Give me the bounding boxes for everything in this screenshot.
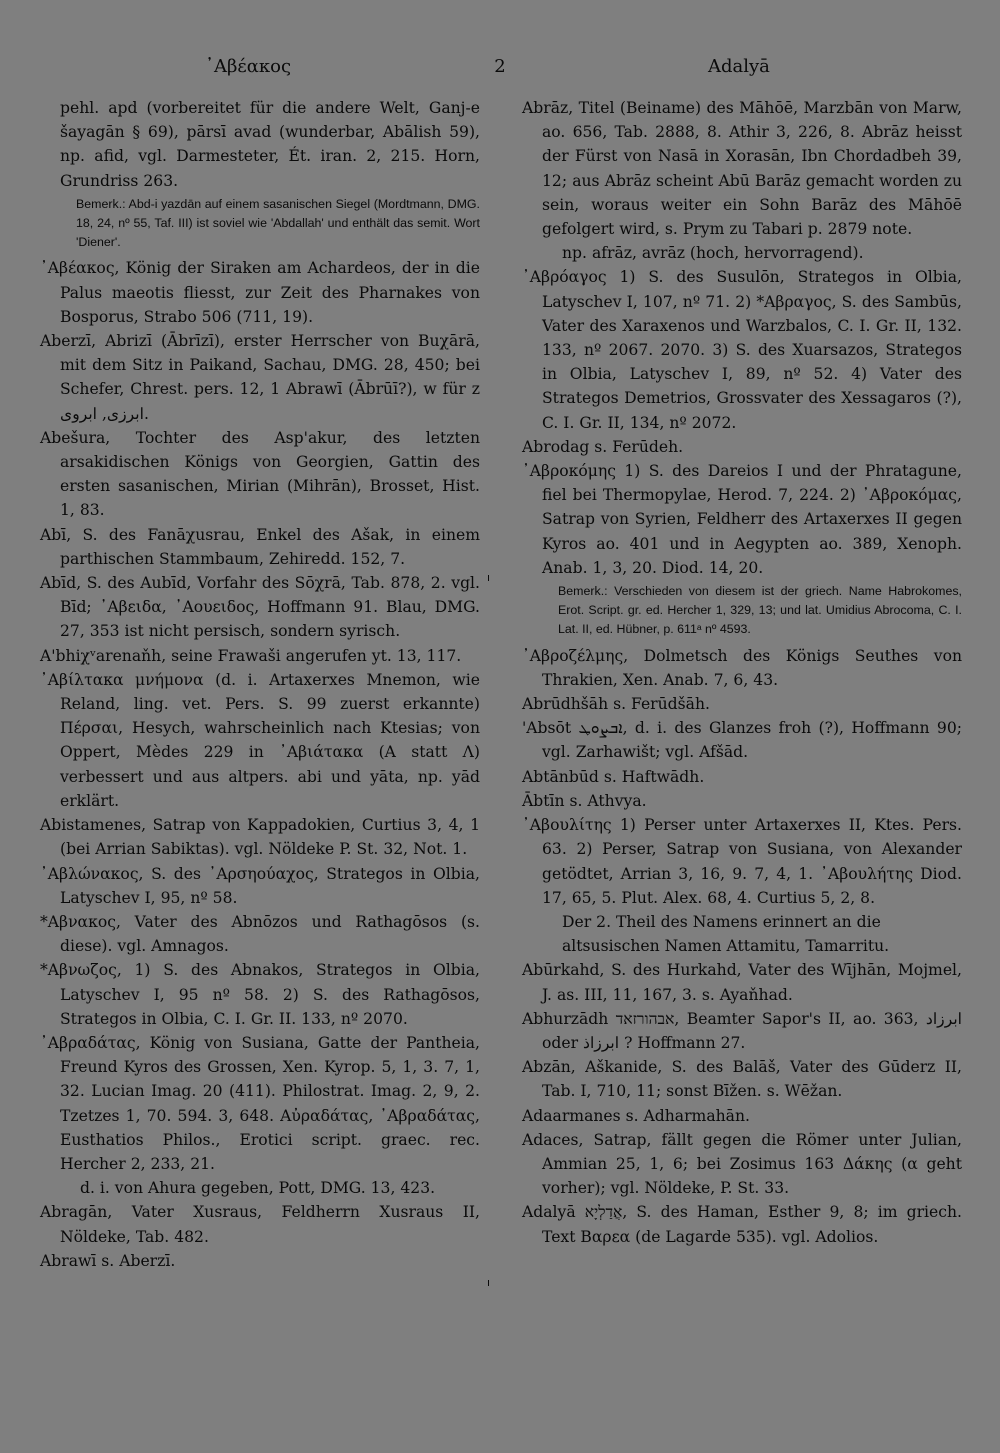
dictionary-entry: Abešura, Tochter des Asp'akur, des letzten arsakidischen Königs von Georgien, Gattin des ersten sasanischen, Mirian (Mihrān), Brosset, Hist. 1, 83. (40, 428, 480, 520)
dictionary-entry: np. afrāz, avrāz (hoch, hervorragend). (562, 244, 864, 263)
dictionary-entry: ᾿Αβέακος, König der Siraken am Achardeos, der in die Palus maeotis fliesst, zur Zeit des Pharnakes von Bosporus, Strabo 506 (711, 19). (40, 259, 480, 326)
running-head-left: ᾿Αβέακος (205, 56, 292, 77)
dictionary-entry: ᾿Αβουλίτης 1) Perser unter Artaxerxes II, Ktes. Pers. 63. 2) Perser, Satrap von Susiana, von Alexander getödtet, Arrian 3, 16, 9. 7, 4, 1. ᾿Αβουλήτης Diod. 17, 65, 5. Plut. Alex. 68, 4. Curtius 5, 2, 8. (522, 816, 962, 907)
dictionary-entry: pehl. apd (vorbereitet für die andere Welt, Ganj-e šayagān § 69), pārsī avad (wunderbar, Abālish 59), np. afid, vgl. Darmesteter, Ét. iran. 2, 215. Horn, Grundriss 263. (60, 99, 480, 190)
running-head-right: Adalyā (708, 56, 770, 77)
remark-note: Bemerk.: Abd-i yazdān auf einem sasanischen Siegel (Mordtmann, DMG. 18, 24, nº 55, Taf. III) ist soviel wie 'Abdallah' und enthält das semit. Wort 'Diener'. (76, 196, 480, 250)
dictionary-entry: Der 2. Theil des Namens erinnert an die altsusischen Namen Attamitu, Tamarritu. (562, 912, 890, 956)
dictionary-entry: ᾿Αβροκόμης 1) S. des Dareios I und der Phratagune, fiel bei Thermopylae, Herod. 7, 224. 2) ᾿Αβροκόμας, Satrap von Syrien, Feldherr des Artaxerxes II gegen Kyros ao. 401 und in Aegypten ao. 389, Xenoph. Anab. 1, 3, 20. Diod. 14, 20. (522, 462, 962, 577)
dictionary-entry: Abūrkahd, S. des Hurkahd, Vater des Wījhān, Mojmel, J. as. III, 11, 167, 3. s. Ayaňhad. (522, 961, 962, 1004)
column-divider-mark (488, 1280, 489, 1286)
right-column (522, 96, 962, 1249)
dictionary-entry: Adaces, Satrap, fällt gegen die Römer unter Julian, Ammian 25, 1, 6; bei Zosimus 163 Δάκης (α geht vorher); vgl. Nöldeke, P. St. 33. (522, 1130, 962, 1198)
dictionary-entry: Adaarmanes s. Adharmahān. (522, 1106, 750, 1125)
dictionary-entry: Abragān, Vater Xusraus, Feldherrn Xusraus II, Nöldeke, Tab. 482. (40, 1203, 480, 1246)
dictionary-entry: ᾿Αβλώνακος, S. des ᾿Αρσηούαχος, Strategos in Olbia, Latyschev I, 95, nº 58. (40, 864, 480, 907)
dictionary-entry: Abrūdhšāh s. Ferūdšāh. (522, 695, 710, 714)
dictionary-entry: ᾿Αβρόαγος 1) S. des Susulōn, Strategos in Olbia, Latyschev I, 107, nº 71. 2) *Αβραγος, S. des Sambūs, Vater des Xaraxenos und Warzbalos, C. I. Gr. II, 132. 133, nº 2067. 2070. 3) S. des Xuarsazos, Strategos in Olbia, Latyschev I, 89, nº 52. 4) Vater des Strategos Demetrios, Grossvater des Xessagaros (?), C. I. Gr. II, 134, nº 2072. (522, 268, 962, 432)
dictionary-entry: Abhurzādh אבהורזאד, Beamter Sapor's II, ao. 363, ابرزاد oder ابرزاذ ? Hoffmann 27. (522, 1009, 962, 1052)
dictionary-entry: Abrāz, Titel (Beiname) des Māhōē, Marzbān von Marw, ao. 656, Tab. 2888, 8. Athir 3, 226, 8. Abrāz heisst der Fürst von Nasā in Xorasān, Ibn Chordadbeh 39, 12; aus Abrāz scheint Abū Barāz gemacht worden zu sein, woraus weiter ein Sohn Barāz des Māhōē gefolgert wird, s. Prym zu Tabari p. 2879 note. (522, 99, 962, 239)
dictionary-entry: Abistamenes, Satrap von Kappadokien, Curtius 3, 4, 1 (bei Arrian Sabiktas). vgl. Nöldeke P. St. 32, Not. 1. (40, 816, 480, 859)
dictionary-entry: ᾿Αβραδάτας, König von Susiana, Gatte der Pantheia, Freund Kyros des Grossen, Xen. Kyrop. 5, 1, 3. 7, 1, 32. Lucian Imag. 20 (411). Philostrat. Imag. 2, 9, 2. Tzetzes 1, 70. 594. 3, 648. Αὐραδάτας, ᾿Αβραδάτας, Eusthatios Philos., Erotici script. graec. rec. Hercher 2, 233, 21. (40, 1033, 480, 1173)
dictionary-entry: Abrodag s. Ferūdeh. (522, 437, 684, 456)
left-column (40, 96, 480, 1273)
remark-note: Bemerk.: Verschieden von diesem ist der griech. Name Habrokomes, Erot. Script. gr. ed. Hercher 1, 329, 13; und lat. Umidius Abrocoma, C. I. Lat. II, ed. Hübner, p. 611ᵃ nº 4593. (558, 584, 962, 637)
running-head (40, 56, 960, 86)
dictionary-entry: Abtānbūd s. Haftwādh. (522, 767, 705, 786)
dictionary-entry: Ābtīn s. Athvya. (522, 791, 647, 810)
dictionary-entry: Aberzī, Abrizī (Ābrīzī), erster Herrscher von Buχārā, mit dem Sitz in Paikand, Sachau, DMG. 28, 450; bei Schefer, Chrest. pers. 12, 1 Abrawī (Ābrūī?), w für z ابرزى, ابروى. (40, 332, 480, 423)
column-divider-mark (488, 575, 489, 581)
dictionary-entry: d. i. von Ahura gegeben, Pott, DMG. 13, 423. (80, 1179, 436, 1198)
dictionary-entry: 'Absōt ܐܒܨܘܛ, d. i. des Glanzes froh (?), Hoffmann 90; vgl. Zarhawišt; vgl. Afšād. (522, 719, 962, 762)
dictionary-entry: Abzān, Aškanide, S. des Balāš, Vater des Gūderz II, Tab. I, 710, 11; sonst Bīžen. s. Wēžan. (522, 1058, 962, 1101)
dictionary-entry: *Αβνωζος, 1) S. des Abnakos, Strategos in Olbia, Latyschev I, 95 nº 58. 2) S. des Rathagōsos, Strategos in Olbia, C. I. Gr. II. 133, nº 2070. (40, 961, 480, 1028)
dictionary-entry: ᾿Αβροζέλμης, Dolmetsch des Königs Seuthes von Thrakien, Xen. Anab. 7, 6, 43. (522, 646, 962, 689)
page-number: 2 (494, 56, 506, 77)
dictionary-entry: *Αβνακος, Vater des Abnōzos und Rathagōsos (s. diese). vgl. Amnagos. (40, 912, 480, 956)
dictionary-entry: ᾿Αβίλτακα μνήμονα (d. i. Artaxerxes Mnemon, wie Reland, ling. vet. Pers. S. 99 zuerst erkannte) Πέρσαι, Hesych, wahrscheinlich nach Ktesias; von Oppert, Mèdes 229 in ᾿Αβιάτακα (Α statt Λ) verbessert und aus altpers. abi und yāta, np. yād erklärt. (40, 670, 480, 810)
dictionary-entry: Abrawī s. Aberzī. (40, 1251, 176, 1270)
dictionary-entry: A'bhiχᵛarenaňh, seine Frawaši angerufen yt. 13, 117. (40, 646, 462, 665)
dictionary-entry: Adalyā אֲדַלְיָא, S. des Haman, Esther 9, 8; im griech. Text Βαρεα (de Lagarde 535). vgl. Adolios. (522, 1203, 963, 1246)
dictionary-entry: Abīd, S. des Aubīd, Vorfahr des Sōχrā, Tab. 878, 2. vgl. Bīd; ᾿Αβειδα, ᾿Αουειδος, Hoffmann 91. Blau, DMG. 27, 353 ist nicht persisch, sondern syrisch. (40, 574, 480, 641)
dictionary-entry: Abī, S. des Fanāχusrau, Enkel des Ašak, in einem parthischen Stammbaum, Zehiredd. 152, 7. (40, 525, 480, 568)
